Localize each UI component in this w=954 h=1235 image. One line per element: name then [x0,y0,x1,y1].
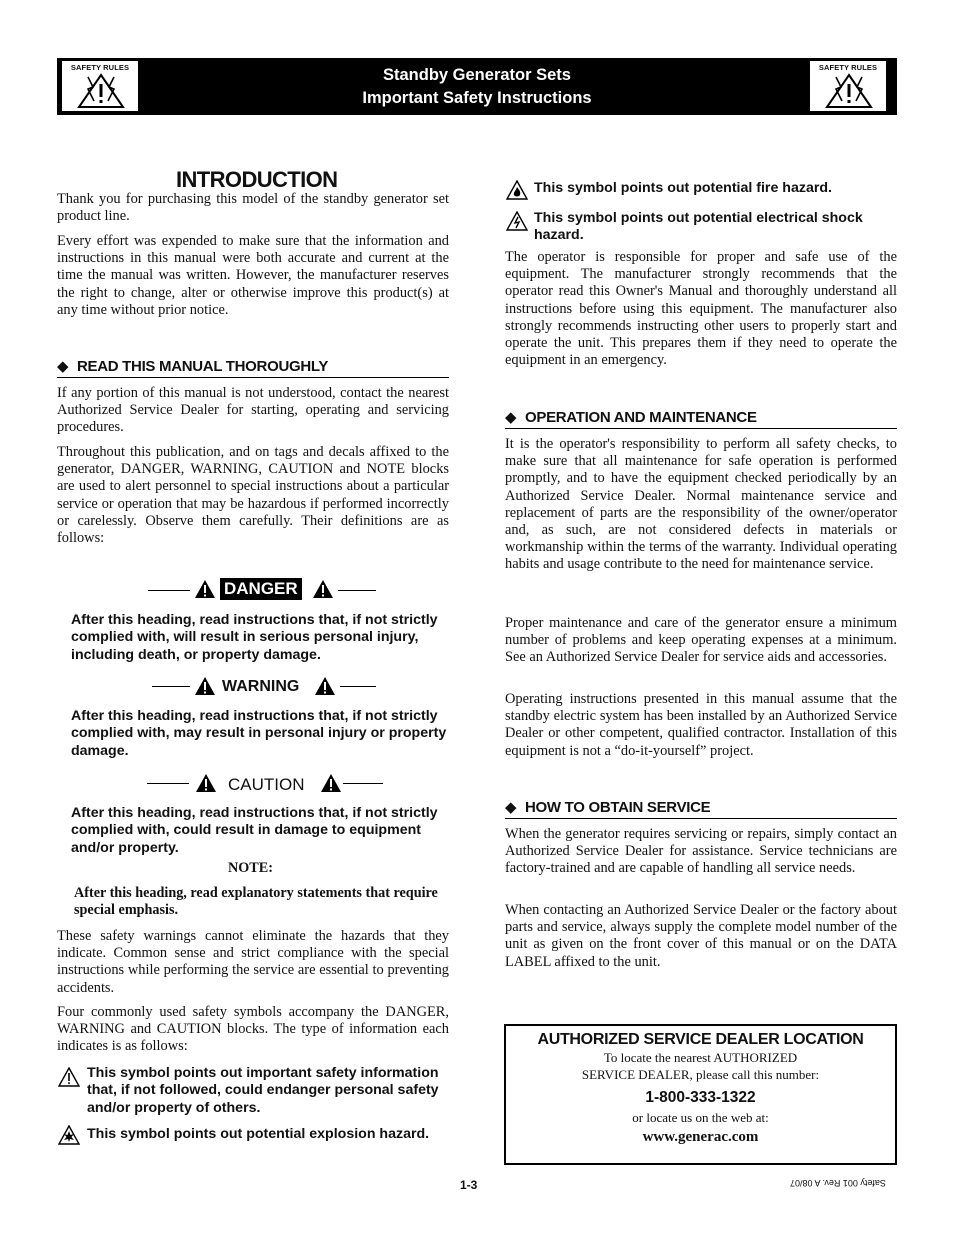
warning-label: WARNING [222,678,300,695]
divider-line [343,783,383,784]
safety-rules-label: SAFETY RULES [70,63,130,72]
dealer-location-box [504,1024,897,1165]
caution-label: CAUTION [228,775,305,794]
dealer-line-1: To locate the nearest AUTHORIZED [603,1050,798,1065]
introduction-heading: INTRODUCTION [176,167,338,192]
symbol-fire-text: This symbol points out potential fire hazard. [534,180,832,196]
read-manual-paragraph-2: Throughout this publication, and on tags and decals affixed to the generator, DANGER, WARNING, CAUTION and NOTE blocks are used to alert personnel to special instructions about a particular service or operation that may be hazardous if performed incorrectly or carelessly. Observe them carefully. Their definitions are as follows: [57,444,449,547]
operation-paragraph-1: It is the operator's responsibility to perform all safety checks, to make sure that all maintenance for safe operation is performed promptly, and to have the equipment checked periodically by an Authorized Service Dealer. Normal maintenance service and replacement of parts are the responsibility of the owner/operator and, as such, are not considered defects in materials or workmanship within the terms of the warranty. Individual operating habits and usage contribute to the need for maintenance service. [505,436,897,573]
diamond-bullet-icon: ◆ [505,409,517,426]
dealer-phone-number[interactable]: 1-800-333-1322 [645,1089,756,1106]
alert-triangle-icon [314,676,336,696]
alert-triangle-icon [194,676,216,696]
service-paragraph-2: When contacting an Authorized Service Dealer or the factory about parts and service, always supply the complete model number of the unit as given on the front cover of this manual or on the DATA LABEL affixed to the unit. [505,902,897,970]
service-heading-text: HOW TO OBTAIN SERVICE [525,799,711,816]
fire-hazard-icon [506,180,528,200]
title-line-1: Standby Generator Sets [383,66,571,84]
title-line-2: Important Safety Instructions [362,89,592,107]
danger-description: After this heading, read instructions that, if not strictly complied with, will result in serious personal injury, including death, or property damage. [71,612,438,663]
explosion-hazard-icon [58,1125,80,1145]
warning-description: After this heading, read instructions that, if not strictly complied with, may result in personal injury or property damage. [71,708,447,759]
danger-label: DANGER [220,578,302,600]
divider-line [147,783,189,784]
dealer-web-text: or locate us on the web at: [632,1110,769,1125]
note-description: After this heading, read explanatory statements that require special emphasis. [74,885,438,919]
divider-line [338,590,376,591]
safety-rules-label: SAFETY RULES [818,63,878,72]
read-manual-paragraph-1: If any portion of this manual is not understood, contact the nearest Authorized Service Dealer for starting, operating and servicing procedures. [57,385,449,436]
divider-line [152,686,190,687]
alert-triangle-icon [194,579,216,599]
safety-rules-badge-right [810,61,886,111]
symbol-general-text: This symbol points out important safety information that, if not followed, could endanger personal safety and/or property of others. [87,1065,439,1116]
operation-paragraph-3: Operating instructions presented in this manual assume that the standby electric system has been installed by an Authorized Service Dealer or other competent, qualified contractor. Installation of this equipment is not a “do-it-yourself” project. [505,691,897,759]
header-bar [57,58,897,115]
dealer-line-2: SERVICE DEALER, please call this number: [581,1067,820,1082]
intro-paragraph-1: Thank you for purchasing this model of the standby generator set product line. [57,191,449,225]
page-title [57,64,897,110]
read-manual-heading-text: READ THIS MANUAL THOROUGHLY [77,358,329,375]
divider-line [148,590,190,591]
alert-triangle-icon [195,773,217,793]
operation-heading [505,409,897,429]
diamond-bullet-icon: ◆ [57,358,69,375]
service-paragraph-1: When the generator requires servicing or repairs, simply contact an Authorized Service Dealer for assistance. Service technicians are factory-trained and are capable of handling all service needs. [505,826,897,877]
note-label: NOTE: [228,860,273,876]
caution-description: After this heading, read instructions that, if not strictly complied with, could result in damage to equipment and/or property. [71,805,438,856]
revision-code: Safety 001 Rev. A 08/07 [790,1178,886,1188]
dealer-box-title: AUTHORIZED SERVICE DEALER LOCATION [537,1031,864,1048]
warning-signal [152,676,382,698]
symbol-shock-text: This symbol points out potential electrical shock hazard. [534,210,863,244]
shock-warning-icon [824,73,874,109]
alert-triangle-icon [312,579,334,599]
dealer-website-link[interactable]: www.generac.com [642,1129,759,1145]
service-heading [505,799,897,819]
page-number: 1-3 [460,1178,478,1192]
operation-paragraph-2: Proper maintenance and care of the generator ensure a minimum number of problems and keep operating expenses at a minimum. See an Authorized Service Dealer for service aids and accessories. [505,615,897,666]
safety-paragraph-2: Four commonly used safety symbols accompany the DANGER, WARNING and CAUTION blocks. The type of information each indicates is as follows: [57,1004,449,1055]
intro-paragraph-2: Every effort was expended to make sure that the information and instructions in this manual were both accurate and current at the time the manual was written. However, the manufacturer reserves the right to change, alter or otherwise improve this product(s) at any time without prior notice. [57,233,449,318]
caution-triangle-icon [58,1067,80,1087]
read-manual-heading [57,358,449,378]
shock-hazard-icon [506,211,528,231]
danger-signal [148,578,378,602]
operation-heading-text: OPERATION AND MAINTENANCE [525,409,757,426]
safety-paragraph-1: These safety warnings cannot eliminate the hazards that they indicate. Common sense and strict compliance with the special instructions while performing the service are essential to preventing accidents. [57,928,449,996]
divider-line [340,686,376,687]
symbol-explosion-text: This symbol points out potential explosion hazard. [87,1126,430,1142]
caution-signal [147,773,387,795]
operator-paragraph: The operator is responsible for proper and safe use of the equipment. The manufacturer strongly recommends that the operator read this Owner's Manual and thoroughly understand all instructions before using this equipment. The manufacturer also strongly recommends instructing other users to properly start and operate the unit. This prepares them if they need to operate the equipment in an emergency. [505,249,897,369]
diamond-bullet-icon: ◆ [505,799,517,816]
alert-triangle-icon [320,773,342,793]
